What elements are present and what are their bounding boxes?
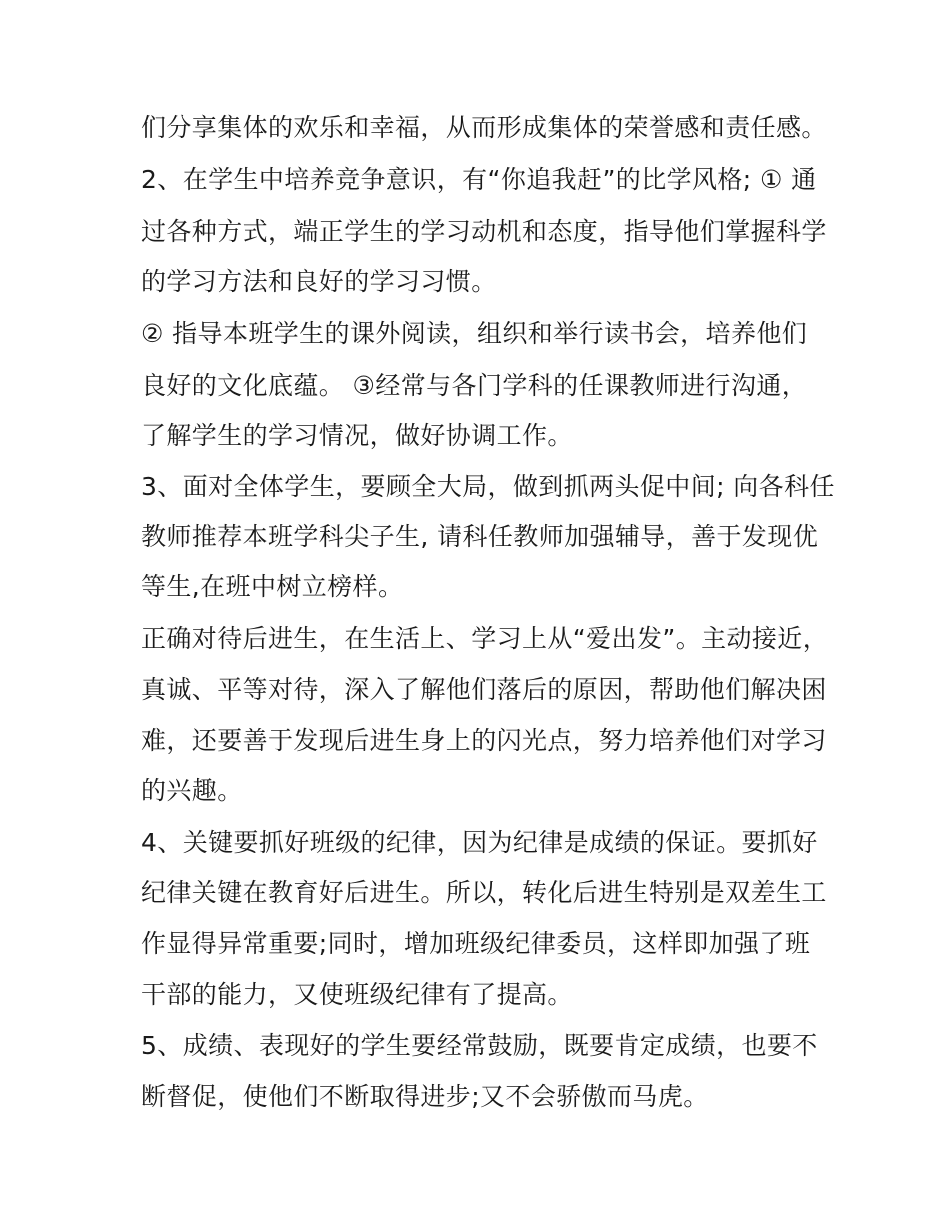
text-line: 难，还要善于发现后进生身上的闪光点，努力培养他们对学习: [141, 726, 827, 755]
text-line: 正确对待后进生，在生活上、学习上从“爱出发”。主动接近，: [141, 624, 829, 653]
text-line: 3、面对全体学生，要顾全大局，做到抓两头促中间; 向各科任: [141, 472, 835, 501]
text-line: 断督促，使他们不断取得进步;又不会骄傲而马虎。: [141, 1082, 709, 1111]
text-line: 的学习方法和良好的学习习惯。: [141, 267, 497, 296]
text-line: 了解学生的学习情况，做好协调工作。: [141, 421, 573, 450]
text-line: 过各种方式，端正学生的学习动机和态度，指导他们掌握科学: [141, 217, 827, 246]
text-line: 纪律关键在教育好后进生。所以，转化后进生特别是双差生工: [141, 878, 827, 907]
text-line: 们分享集体的欢乐和幸福，从而形成集体的荣誉感和责任感。: [141, 113, 827, 142]
text-line: 等生,在班中树立榜样。: [141, 572, 404, 601]
text-line: 干部的能力，又使班级纪律有了提高。: [141, 980, 573, 1009]
text-line: 2、在学生中培养竞争意识，有“你追我赶”的比学风格; ① 通: [141, 165, 817, 194]
text-line: ② 指导本班学生的课外阅读，组织和举行读书会，培养他们: [141, 319, 808, 348]
text-line: 4、关键要抓好班级的纪律，因为纪律是成绩的保证。要抓好: [141, 828, 818, 857]
text-line: 良好的文化底蕴。 ③经常与各门学科的任课教师进行沟通，: [141, 371, 808, 400]
text-line: 真诚、平等对待，深入了解他们落后的原因，帮助他们解决困: [141, 675, 827, 704]
text-line: 教师推荐本班学科尖子生, 请科任教师加强辅导，善于发现优: [141, 522, 819, 551]
text-line: 作显得异常重要;同时，增加班级纪律委员，这样即加强了班: [141, 929, 811, 958]
text-line: 5、成绩、表现好的学生要经常鼓励，既要肯定成绩，也要不: [141, 1031, 818, 1060]
text-line: 的兴趣。: [141, 776, 243, 805]
